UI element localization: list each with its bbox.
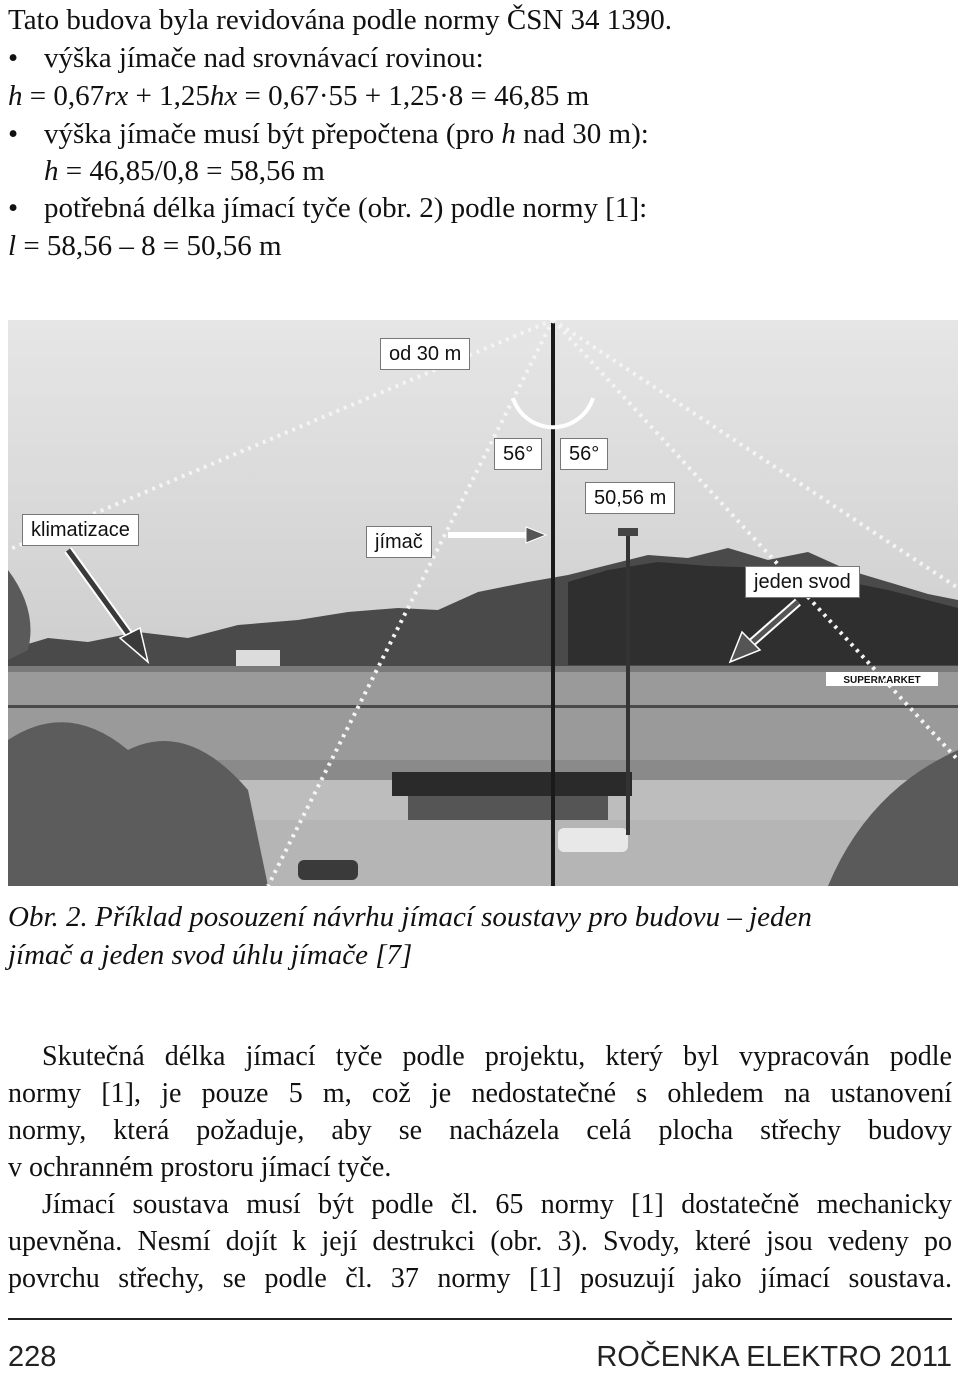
paragraph-line: Skutečná délka jímací tyče podle projektu, který byl vypracován podle [42,1041,952,1072]
figure-photo [8,320,958,886]
paragraph-2 [8,1186,952,1297]
page-number: 228 [8,1341,57,1373]
label-jimac: jímač [366,526,432,558]
paragraph-line: normy [1], je pouze 5 m, což je nedostatečné s ohledem na ustanovení [8,1078,952,1109]
bullet-icon: • [8,42,19,74]
label-length: 50,56 m [585,482,675,514]
label-od-30m: od 30 m [380,338,470,370]
figure-caption-line: Obr. 2. Příklad posouzení návrhu jímací soustavy pro budovu – jeden [8,901,812,933]
paragraph-1 [8,1038,952,1186]
formula-recalc: h = 46,85/0,8 = 58,56 m [44,155,325,187]
paragraph-line: upevněna. Nesmí dojít k její destrukci (obr. 3). Svody, které jsou vedeny po [8,1226,952,1257]
supermarket-sign: SUPERMARKET [843,675,921,686]
bullet-icon: • [8,192,19,224]
paragraph-line: povrchu střechy, se podle čl. 37 normy [1] posuzují jako jímací soustava. [8,1263,952,1294]
label-angle-left: 56° [494,438,542,470]
formula-height: h = 0,67rx + 1,25hx = 0,67·55 + 1,25·8 = 46,85 m [8,80,590,112]
photo-illustration [8,320,958,886]
bullet-text: potřebná délka jímací tyče (obr. 2) podle normy [1]: [44,192,648,224]
formula-length: l = 58,56 – 8 = 50,56 m [8,230,282,262]
label-angle-right: 56° [560,438,608,470]
intro-line: Tato budova byla revidována podle normy ČSN 34 1390. [8,4,673,36]
paragraph-line: normy, která požaduje, aby se nacházela celá plocha střechy budovy [8,1115,952,1146]
label-klimatizace: klimatizace [22,514,139,546]
bullet-text: výška jímače nad srovnávací rovinou: [44,42,484,74]
bullet-text: výška jímače musí být přepočtena (pro h nad 30 m): [44,118,649,150]
bullet-icon: • [8,118,19,150]
publication-title: ROČENKA ELEKTRO 2011 [596,1341,952,1373]
figure-caption-line: jímač a jeden svod úhlu jímače [7] [8,939,413,971]
footer-rule [8,1318,952,1320]
label-jeden-svod: jeden svod [745,566,860,598]
paragraph-line: v ochranném prostoru jímací tyče. [8,1152,392,1183]
paragraph-line: Jímací soustava musí být podle čl. 65 normy [1] dostatečně mechanicky [42,1189,952,1220]
